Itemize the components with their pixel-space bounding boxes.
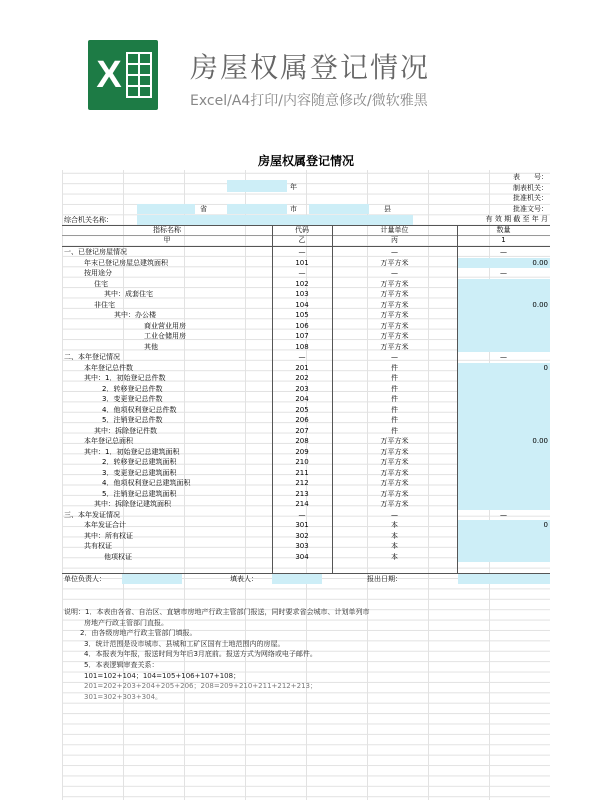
row-code: 107 [295, 332, 309, 340]
banner-subtitle: Excel/A4打印/内容随意修改/微软雅黑 [190, 93, 428, 109]
table-row [62, 510, 550, 521]
meta-right-1: 制表机关： [513, 183, 548, 192]
spreadsheet [62, 152, 550, 800]
table-row [62, 468, 550, 479]
table-row [62, 310, 550, 321]
row-code: 213 [295, 489, 309, 498]
table-row [62, 279, 550, 290]
row-code: — [298, 248, 306, 256]
note-line: 2．由各级房地产行政主管部门填报。 [80, 629, 197, 638]
row-code: 210 [295, 458, 309, 466]
row-code: 203 [295, 384, 309, 393]
header-code: 代码 [295, 226, 309, 234]
note-line: 说明：1．本表由各省、自治区、直辖市房地产行政主管部门报送，同时要求省会城市、计划单列市 [64, 608, 370, 616]
province-label: 省 [200, 205, 207, 213]
row-unit: 万平方米 [380, 437, 409, 445]
row-code: 101 [295, 258, 309, 267]
row-unit: — [391, 248, 398, 256]
row-code: 212 [295, 479, 309, 487]
subheader-code: 乙 [298, 236, 306, 244]
subheader-qty: 1 [501, 236, 506, 244]
row-qty[interactable]: — [500, 510, 507, 519]
row-name: 住宅 [94, 279, 108, 288]
row-name: 本年发证合计 [84, 521, 126, 529]
row-code: 108 [295, 342, 309, 351]
table-row [62, 394, 550, 405]
row-name: 共有权证 [84, 542, 112, 550]
header-name: 指标名称 [153, 226, 181, 234]
sheet-title: 房屋权属登记情况 [62, 152, 550, 170]
row-name: 本年登记总件数 [84, 363, 133, 372]
date-label: 报出日期： [367, 575, 402, 583]
row-unit: 万平方米 [380, 468, 409, 477]
row-code: 208 [295, 437, 309, 445]
meta-right-0: 表 号： [513, 173, 548, 181]
row-unit: 件 [391, 405, 398, 414]
row-code: 304 [295, 552, 309, 561]
filler-label: 填表人： [230, 575, 258, 583]
header-unit: 计量单位 [380, 226, 409, 234]
row-qty[interactable]: — [500, 353, 507, 361]
row-name: 其中：1．初始登记总件数 [84, 374, 166, 382]
row-unit: 万平方米 [380, 279, 409, 288]
row-code: 211 [295, 468, 309, 477]
row-code: 207 [295, 426, 309, 435]
table-row [62, 531, 550, 542]
row-unit: 件 [391, 395, 398, 403]
table-row [62, 321, 550, 332]
row-code: 201 [295, 363, 309, 372]
row-name: 5．注销登记总建筑面积 [102, 489, 177, 498]
banner [0, 0, 600, 148]
row-name: 三、本年发证情况 [64, 510, 120, 519]
row-qty[interactable]: 0.00 [532, 437, 548, 445]
row-qty[interactable]: 0 [543, 521, 548, 529]
table-row [62, 489, 550, 500]
table-row [62, 520, 550, 531]
row-name: 本年登记总面积 [84, 437, 133, 445]
table-row [62, 247, 550, 258]
note-line: 5．本表逻辑审查关系： [84, 661, 159, 669]
table-row [62, 373, 550, 384]
table-row [62, 415, 550, 426]
row-unit: 本 [391, 531, 398, 540]
row-name: 非住宅 [94, 300, 115, 309]
row-name: 工业仓储用房 [144, 332, 186, 340]
table-row [62, 352, 550, 363]
subheader-unit: 丙 [391, 236, 398, 244]
row-unit: 本 [391, 542, 398, 550]
row-name: 5．注销登记总件数 [102, 416, 163, 424]
row-code: — [298, 269, 306, 277]
table-row [62, 268, 550, 279]
row-name: 其中：拆除登记建筑面积 [94, 500, 171, 508]
table-row [62, 499, 550, 510]
row-unit: 万平方米 [380, 342, 409, 351]
table-row [62, 426, 550, 437]
table-row [62, 363, 550, 374]
row-code: 205 [295, 405, 309, 414]
table-row [62, 300, 550, 311]
table-row [62, 384, 550, 395]
row-unit: 件 [391, 416, 398, 424]
table-row [62, 405, 550, 416]
row-code: 301 [295, 521, 309, 529]
row-name: 一、已登记房屋情况 [64, 248, 127, 256]
table-row [62, 552, 550, 563]
row-name: 其他 [144, 342, 158, 351]
city-label: 市 [290, 205, 297, 213]
row-name: 4．他项权利登记总建筑面积 [102, 479, 191, 487]
row-unit: 万平方米 [380, 489, 409, 498]
row-name: 3．变更登记总件数 [102, 395, 163, 403]
row-name: 4．他项权利登记总件数 [102, 405, 177, 414]
row-name: 其中：成套住宅 [104, 290, 153, 298]
row-code: 303 [295, 542, 309, 550]
table-row [62, 436, 550, 447]
row-qty[interactable]: 0.00 [532, 258, 548, 267]
row-unit: 万平方米 [380, 321, 409, 330]
row-unit: 万平方米 [380, 500, 409, 508]
table-row [62, 331, 550, 342]
row-unit: — [391, 353, 398, 361]
org-label: 综合机关名称： [64, 216, 113, 224]
row-code: 103 [295, 290, 309, 298]
row-code: 104 [295, 300, 309, 309]
row-name: 2．转移登记总件数 [102, 384, 163, 393]
row-name: 其中：办公楼 [114, 311, 156, 319]
row-unit: 本 [391, 552, 398, 561]
table-row [62, 342, 550, 353]
row-qty[interactable]: 0 [543, 363, 548, 372]
county-label: 县 [384, 205, 391, 213]
row-code: 106 [295, 321, 309, 330]
row-code: 214 [295, 500, 309, 508]
row-name: 他项权证 [104, 552, 132, 561]
row-unit: 件 [391, 363, 398, 372]
row-qty[interactable]: 0.00 [532, 300, 548, 309]
row-name: 按用途分 [84, 269, 112, 277]
row-name: 其中：所有权证 [84, 531, 133, 540]
row-name: 3．变更登记总建筑面积 [102, 468, 177, 477]
meta-right-3: 批准文号： [513, 204, 548, 213]
row-unit: — [391, 269, 398, 277]
row-unit: 万平方米 [380, 447, 409, 456]
row-name: 二、本年登记情况 [64, 353, 120, 361]
row-unit: 万平方米 [380, 479, 409, 487]
row-name: 年末已登记房屋总建筑面积 [84, 258, 168, 267]
table-row [62, 478, 550, 489]
table-row [62, 447, 550, 458]
row-qty[interactable]: — [500, 248, 507, 256]
row-code: — [298, 510, 306, 519]
row-name: 其中：1．初始登记总建筑面积 [84, 447, 180, 456]
note-line: 3．统计范围是设市城市、县城和工矿区国有土地范围内的房屋。 [84, 639, 285, 648]
row-code: 206 [295, 416, 309, 424]
header-qty: 数量 [496, 226, 511, 234]
note-line: 房地产行政主管部门直报。 [84, 618, 168, 627]
row-unit: 万平方米 [380, 311, 409, 319]
row-name: 其中：拆除登记件数 [94, 426, 157, 435]
note-line: 301=302+303+304。 [84, 692, 163, 701]
excel-icon: X [88, 40, 158, 110]
note-line: 4．本报表为年报，报送时间为年后3月底前。报送方式为网络或电子邮件。 [84, 650, 317, 659]
row-unit: 件 [391, 374, 398, 382]
row-unit: 件 [391, 384, 398, 393]
subheader-name: 甲 [163, 236, 171, 244]
leader-label: 单位负责人： [64, 575, 106, 583]
row-name: 商业营业用房 [144, 321, 186, 330]
table-row [62, 289, 550, 300]
year-label: 年 [290, 183, 297, 191]
row-unit: 万平方米 [380, 258, 409, 267]
note-line: 201=202+203+204+205+206；208=209+210+211+212+213； [84, 682, 317, 691]
row-code: 102 [295, 279, 309, 288]
note-line: 101=102+104；104=105+106+107+108； [84, 671, 241, 680]
row-code: 202 [295, 374, 309, 382]
row-unit: 本 [391, 521, 398, 529]
banner-title: 房屋权属登记情况 [190, 51, 431, 84]
table-row [62, 258, 550, 269]
row-code: 204 [295, 395, 309, 403]
table-row [62, 457, 550, 468]
row-unit: 万平方米 [380, 458, 409, 466]
meta-right-2: 批准机关： [513, 194, 548, 202]
row-name: 2．转移登记总建筑面积 [102, 458, 177, 466]
row-code: 302 [295, 531, 309, 540]
row-unit: — [391, 510, 398, 519]
table-row [62, 541, 550, 552]
row-unit: 件 [391, 426, 398, 435]
row-code: 105 [295, 311, 309, 319]
row-unit: 万平方米 [380, 332, 409, 340]
row-unit: 万平方米 [380, 300, 409, 309]
row-qty[interactable]: — [500, 269, 507, 277]
row-unit: 万平方米 [380, 290, 409, 298]
row-code: — [298, 353, 306, 361]
row-code: 209 [295, 447, 309, 456]
meta-right-4: 有 效 期 截 至 年 月 [485, 215, 548, 223]
